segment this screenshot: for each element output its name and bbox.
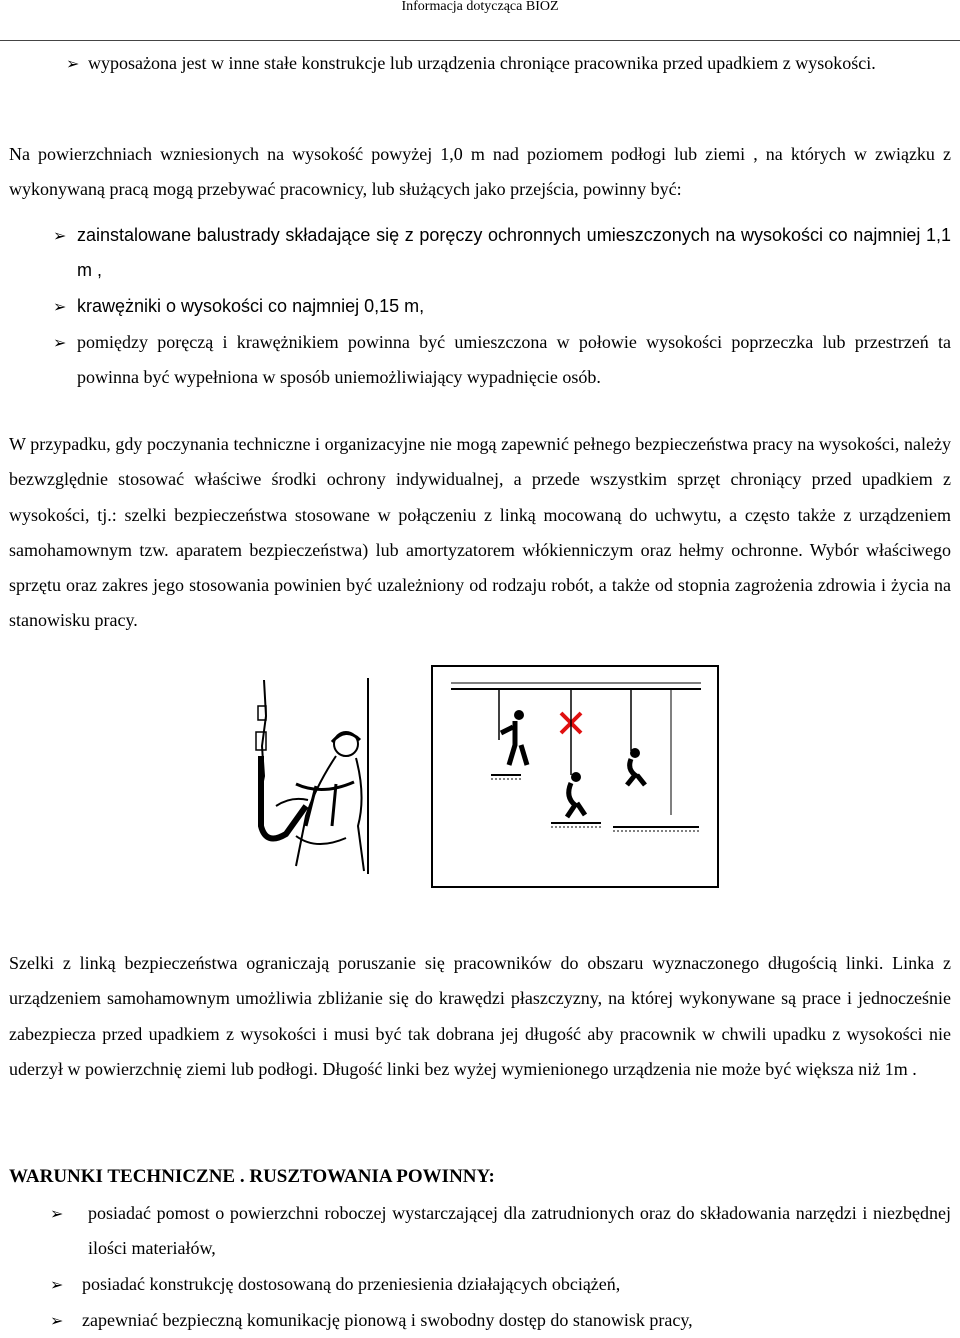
intro-bullet-text: wyposażona jest w inne stałe konstrukcje lub urządzenia chroniące pracownika przed upadkiem z wysokości. [88,53,876,73]
list1-item-balustrades: zainstalowane balustrady składające się z poręczy ochronnych umieszczonych na wysokości co najmniej 1,1 m , [77,225,951,281]
arrow-bullet-icon: ➢ [50,1275,64,1294]
list1-item-crossbar: pomiędzy poręczą i krawężnikiem powinna być umieszczona w połowie wysokości poprzeczka lub przestrzeń ta powinna być wypełniona w sposób uniemożliwiający wypadnięcie osób. [77,332,951,388]
section-heading-scaffolding: WARUNKI TECHNICZNE . RUSZTOWANIA POWINNY: [9,1166,495,1187]
paragraph-safety-line: Szelki z linką bezpieczeństwa ograniczają poruszanie się pracowników do obszaru wyznaczonego długością linki. Linka z urządzeniem samohamownym umożliwia zbliżanie się do krawędzi płaszczyzny, na której wykonywane są prace i jednocześnie zabezpiecza przed upadkiem z wysokości i musi być tak dobrana jej długość aby pracownik w chwili upadku z wysokości nie uderzył w powierzchnię ziemi lub podłogi. Długość linki bez wyżej wymienionego urządzenia nie może być większa niż 1m . [9,953,951,1079]
list2-item-platform: posiadać pomost o powierzchni roboczej wystarczającej dla zatrudnionych oraz do składowania narzędzi i niezbędnej ilości materiałów, [88,1203,951,1259]
arrow-bullet-icon: ➢ [53,226,67,245]
safety-harness-illustration [236,676,376,876]
arrow-bullet-icon: ➢ [50,1311,64,1330]
paragraph-protective-equipment: W przypadku, gdy poczynania techniczne i organizacyjne nie mogą zapewnić pełnego bezpieczeństwa pracy na wysokości, należy bezwzględnie stosować właściwe środki ochrony indywidualnej, a przede wszystkim sprzęt chroniący przed upadkiem z wysokości, tj.: szelki bezpieczeństwa stosowane w połączeniu z linką mocowaną do uchwytu, a często także z urządzeniem samohamownym tzw. aparatem bezpieczeństwa) lub amortyzatorem włókienniczym oraz hełmy ochronne. Wybór właściwego sprzętu oraz zakres jego stosowania powinien być uzależniony od rodzaju robót, a także od stopnia zagrożenia zdrowia i życia na stanowisku pracy. [9,434,951,631]
paragraph-railings: Na powierzchniach wzniesionych na wysokość powyżej 1,0 m nad poziomem podłogi lub ziemi , na których w związku z wykonywaną pracą mogą przebywać pracownicy, lub służących jako przejścia, powinny być: [9,144,951,200]
list2-item-communication: zapewniać bezpieczną komunikację pionową i swobodny dostęp do stanowisk pracy, [82,1310,693,1330]
arrow-bullet-icon: ➢ [53,297,67,316]
list1-item-curbs: krawężniki o wysokości co najmniej 0,15 m, [77,296,425,316]
arrow-bullet-icon: ➢ [66,54,80,73]
fall-arrest-diagram [431,665,719,888]
header-title: Informacja dotycząca BIOZ [401,0,559,14]
arrow-bullet-icon: ➢ [50,1204,64,1223]
list2-item-construction: posiadać konstrukcję dostosowaną do przeniesienia działających obciążeń, [82,1274,621,1294]
page-header [0,0,960,41]
arrow-bullet-icon: ➢ [53,333,67,352]
